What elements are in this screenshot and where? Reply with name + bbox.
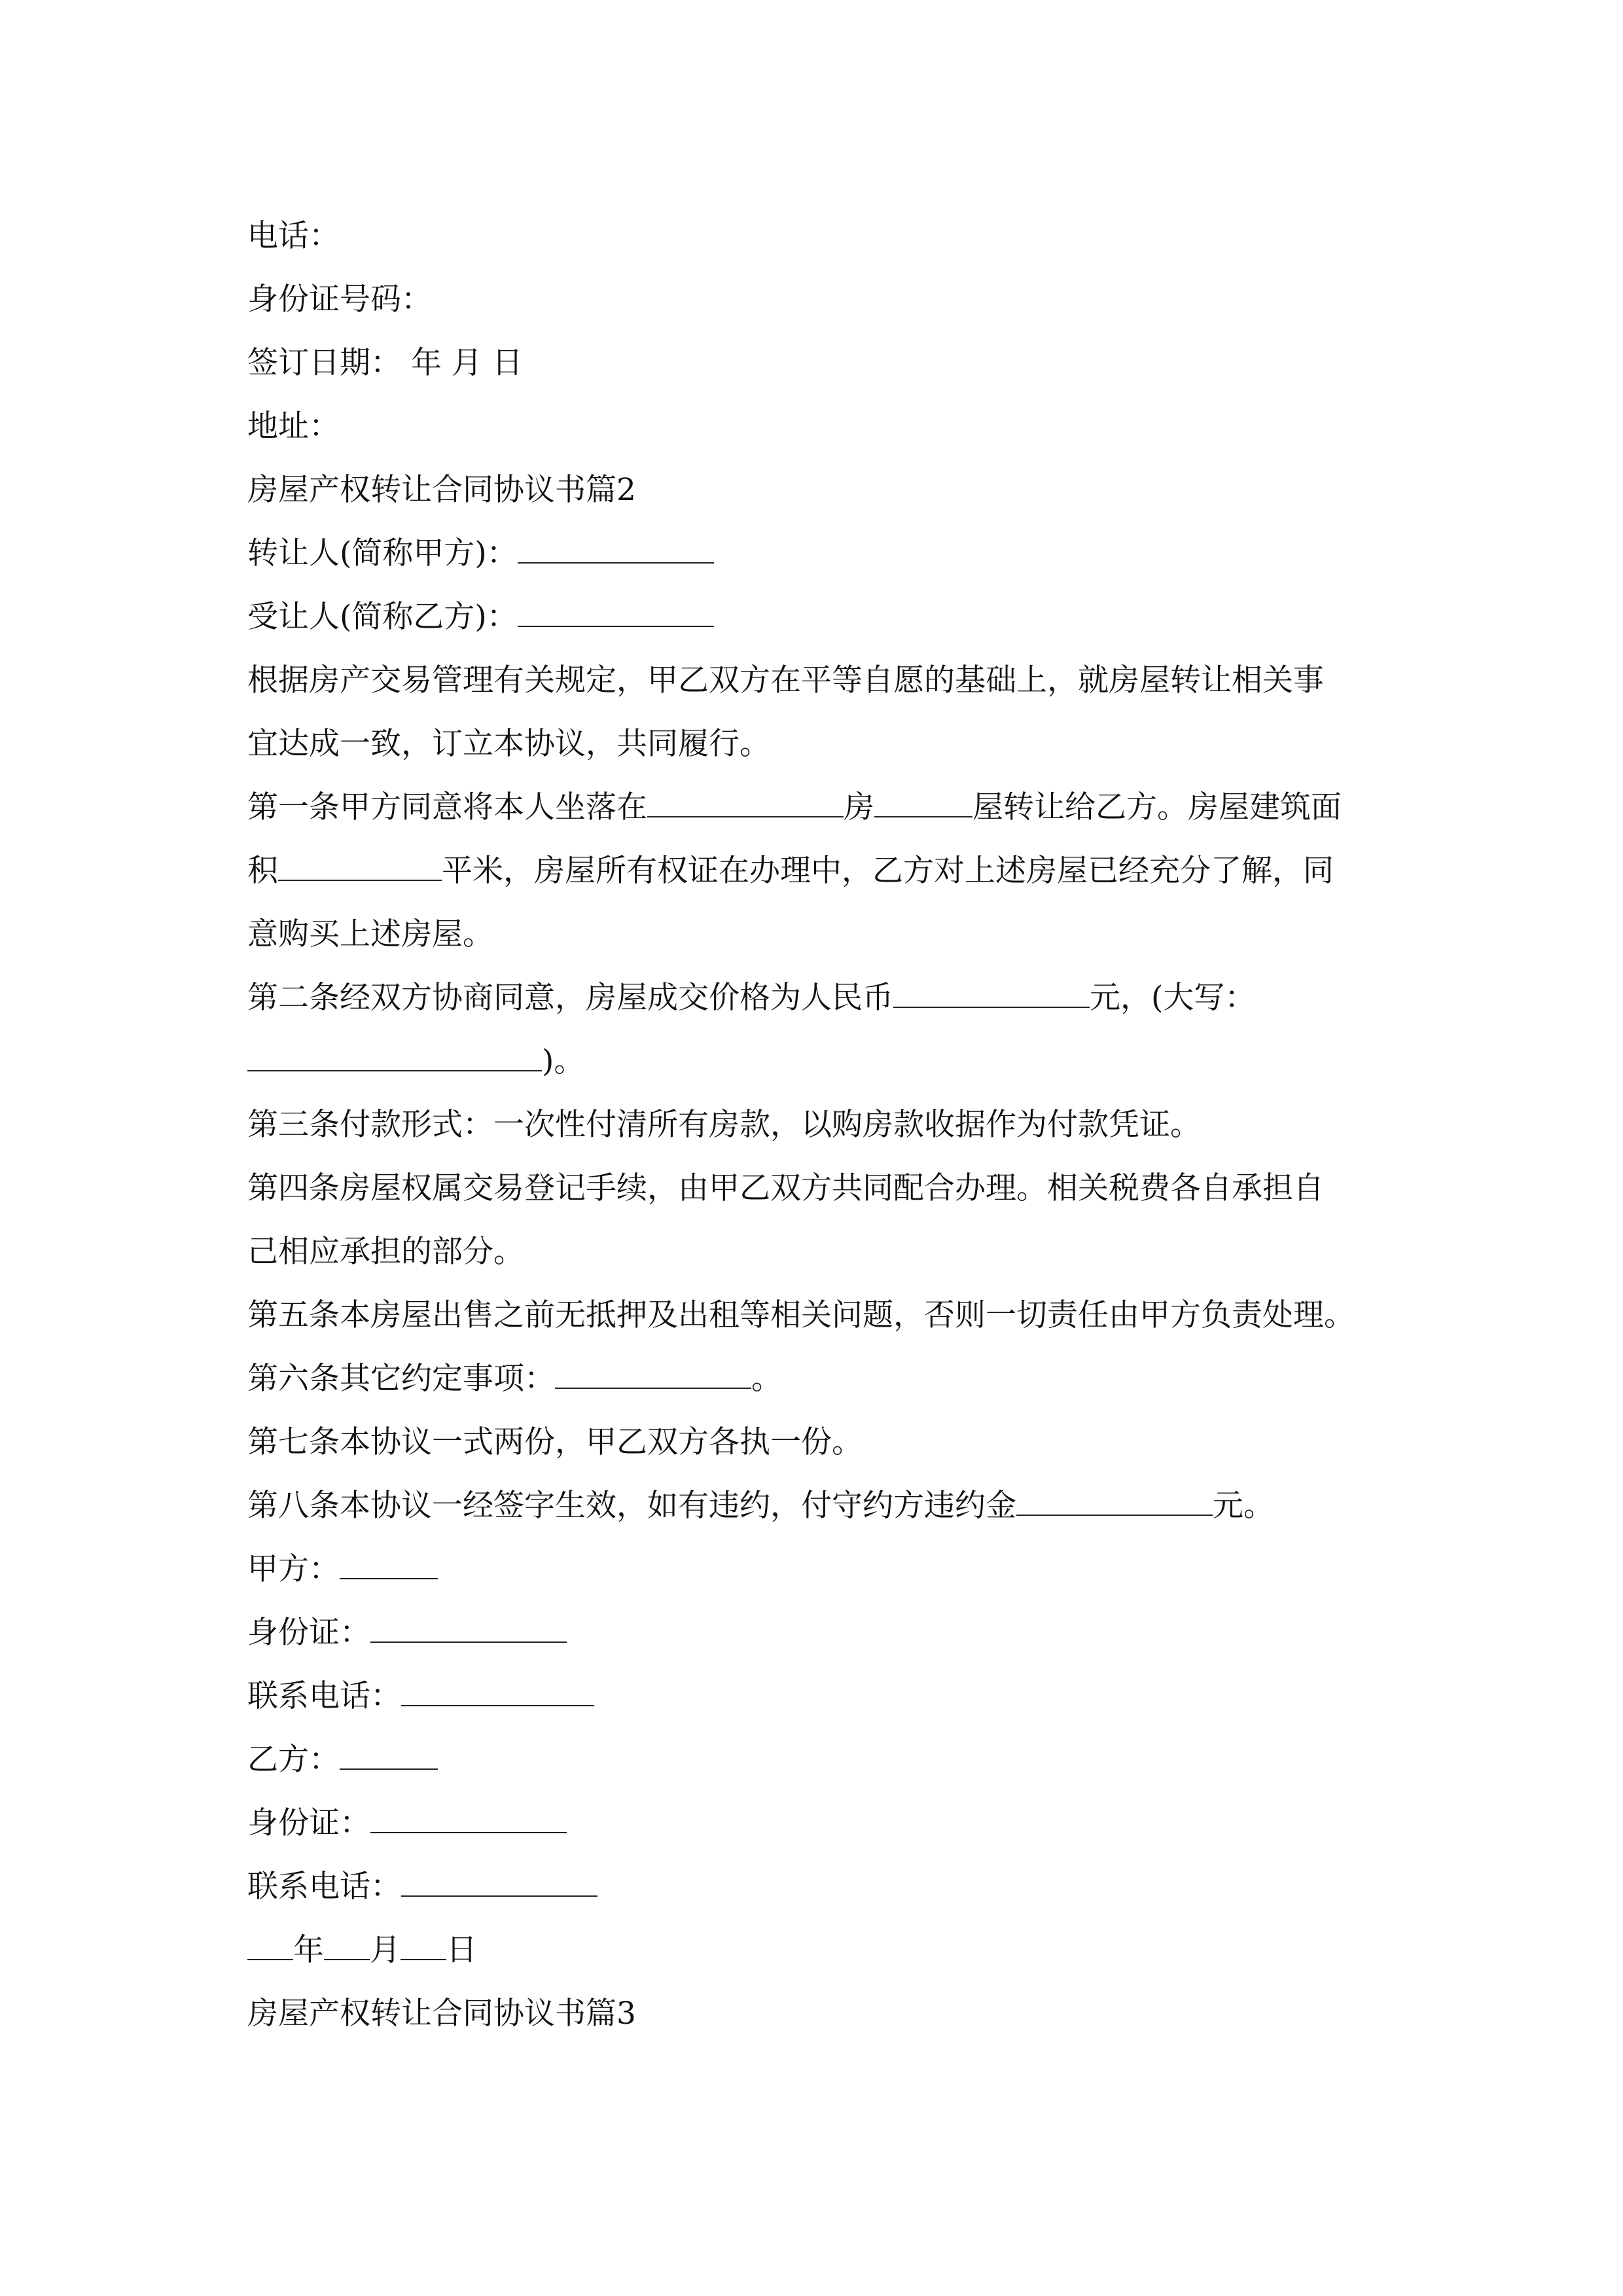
article-6-line: 第六条其它约定事项： 。 (247, 1361, 782, 1397)
month-blank (324, 1933, 370, 1960)
room-blank (874, 790, 972, 817)
area-blank (278, 853, 442, 881)
transferee-line: 受让人(简称乙方)： (247, 585, 1399, 649)
phone-line: 电话： (247, 218, 340, 254)
transferee-blank (518, 600, 714, 627)
year-blank (247, 1933, 293, 1960)
article-3-line: 第三条付款形式：一次性付清所有房款，以购房款收据作为付款凭证。 (247, 1107, 1201, 1143)
sign-date-line: 签订日期： 年 月 日 (247, 345, 523, 381)
article-4-line-1: 第四条房屋权属交易登记手续，由甲乙双方共同配合办理。相关税费各自承担自 (247, 1170, 1324, 1206)
party-b-blank (340, 1742, 438, 1770)
id-number-line: 身份证号码： (247, 281, 432, 317)
intro-line-1: 根据房产交易管理有关规定，甲乙双方在平等自愿的基础上，就房屋转让相关事 (247, 662, 1324, 698)
document-body (247, 204, 1399, 2045)
day-blank (401, 1933, 446, 1960)
party-b-id-line: 身份证： (247, 1791, 1399, 1855)
location-blank (647, 790, 844, 817)
price-blank (893, 980, 1090, 1008)
article-4-line-2: 己相应承担的部分。 (247, 1234, 524, 1270)
party-a-blank (340, 1552, 438, 1579)
transferor-line: 转让人(简称甲方)： (247, 522, 1399, 585)
article-5-line: 第五条本房屋出售之前无抵押及出租等相关问题，否则一切责任由甲方负责处理。 (247, 1297, 1355, 1333)
party-b-phone-line: 联系电话： (247, 1855, 1399, 1918)
party-a-line: 甲方： (247, 1537, 1399, 1601)
party-b-id-blank (370, 1806, 567, 1833)
article-1-line-1: 第一条甲方同意将本人坐落在 房 屋转让给乙方。房屋建筑面 (247, 789, 1342, 825)
article-8-line: 第八条本协议一经签字生效，如有违约，付守约方违约金 元。 (247, 1488, 1274, 1524)
article-1-line-2: 积 平米，房屋所有权证在办理中，乙方对上述房屋已经充分了解，同 (247, 853, 1334, 889)
article-1-line-3: 意购买上述房屋。 (247, 916, 493, 952)
party-a-id-blank (370, 1615, 567, 1643)
party-a-phone-line: 联系电话： (247, 1664, 1399, 1728)
price-uppercase-blank (247, 1044, 542, 1071)
address-line: 地址： (247, 408, 340, 444)
transferor-blank (518, 536, 714, 564)
article-2-line-1: 第二条经双方协商同意，房屋成交价格为人民币 元，(大写： (247, 980, 1256, 1016)
party-b-line: 乙方： (247, 1728, 1399, 1791)
section-title-2: 房屋产权转让合同协议书篇2 (247, 472, 636, 508)
party-b-phone-blank (401, 1869, 597, 1897)
other-terms-blank (555, 1361, 751, 1389)
article-7-line: 第七条本协议一式两份，甲乙双方各执一份。 (247, 1424, 863, 1460)
penalty-blank (1016, 1488, 1213, 1516)
signature-date-line: 年 月 日 (247, 1918, 1399, 1982)
section-title-3: 房屋产权转让合同协议书篇3 (247, 1996, 636, 2032)
party-a-id-line: 身份证： (247, 1601, 1399, 1664)
intro-line-2: 宜达成一致，订立本协议，共同履行。 (247, 726, 770, 762)
article-2-line-2: )。 (247, 1030, 1399, 1093)
party-a-phone-blank (401, 1679, 594, 1706)
